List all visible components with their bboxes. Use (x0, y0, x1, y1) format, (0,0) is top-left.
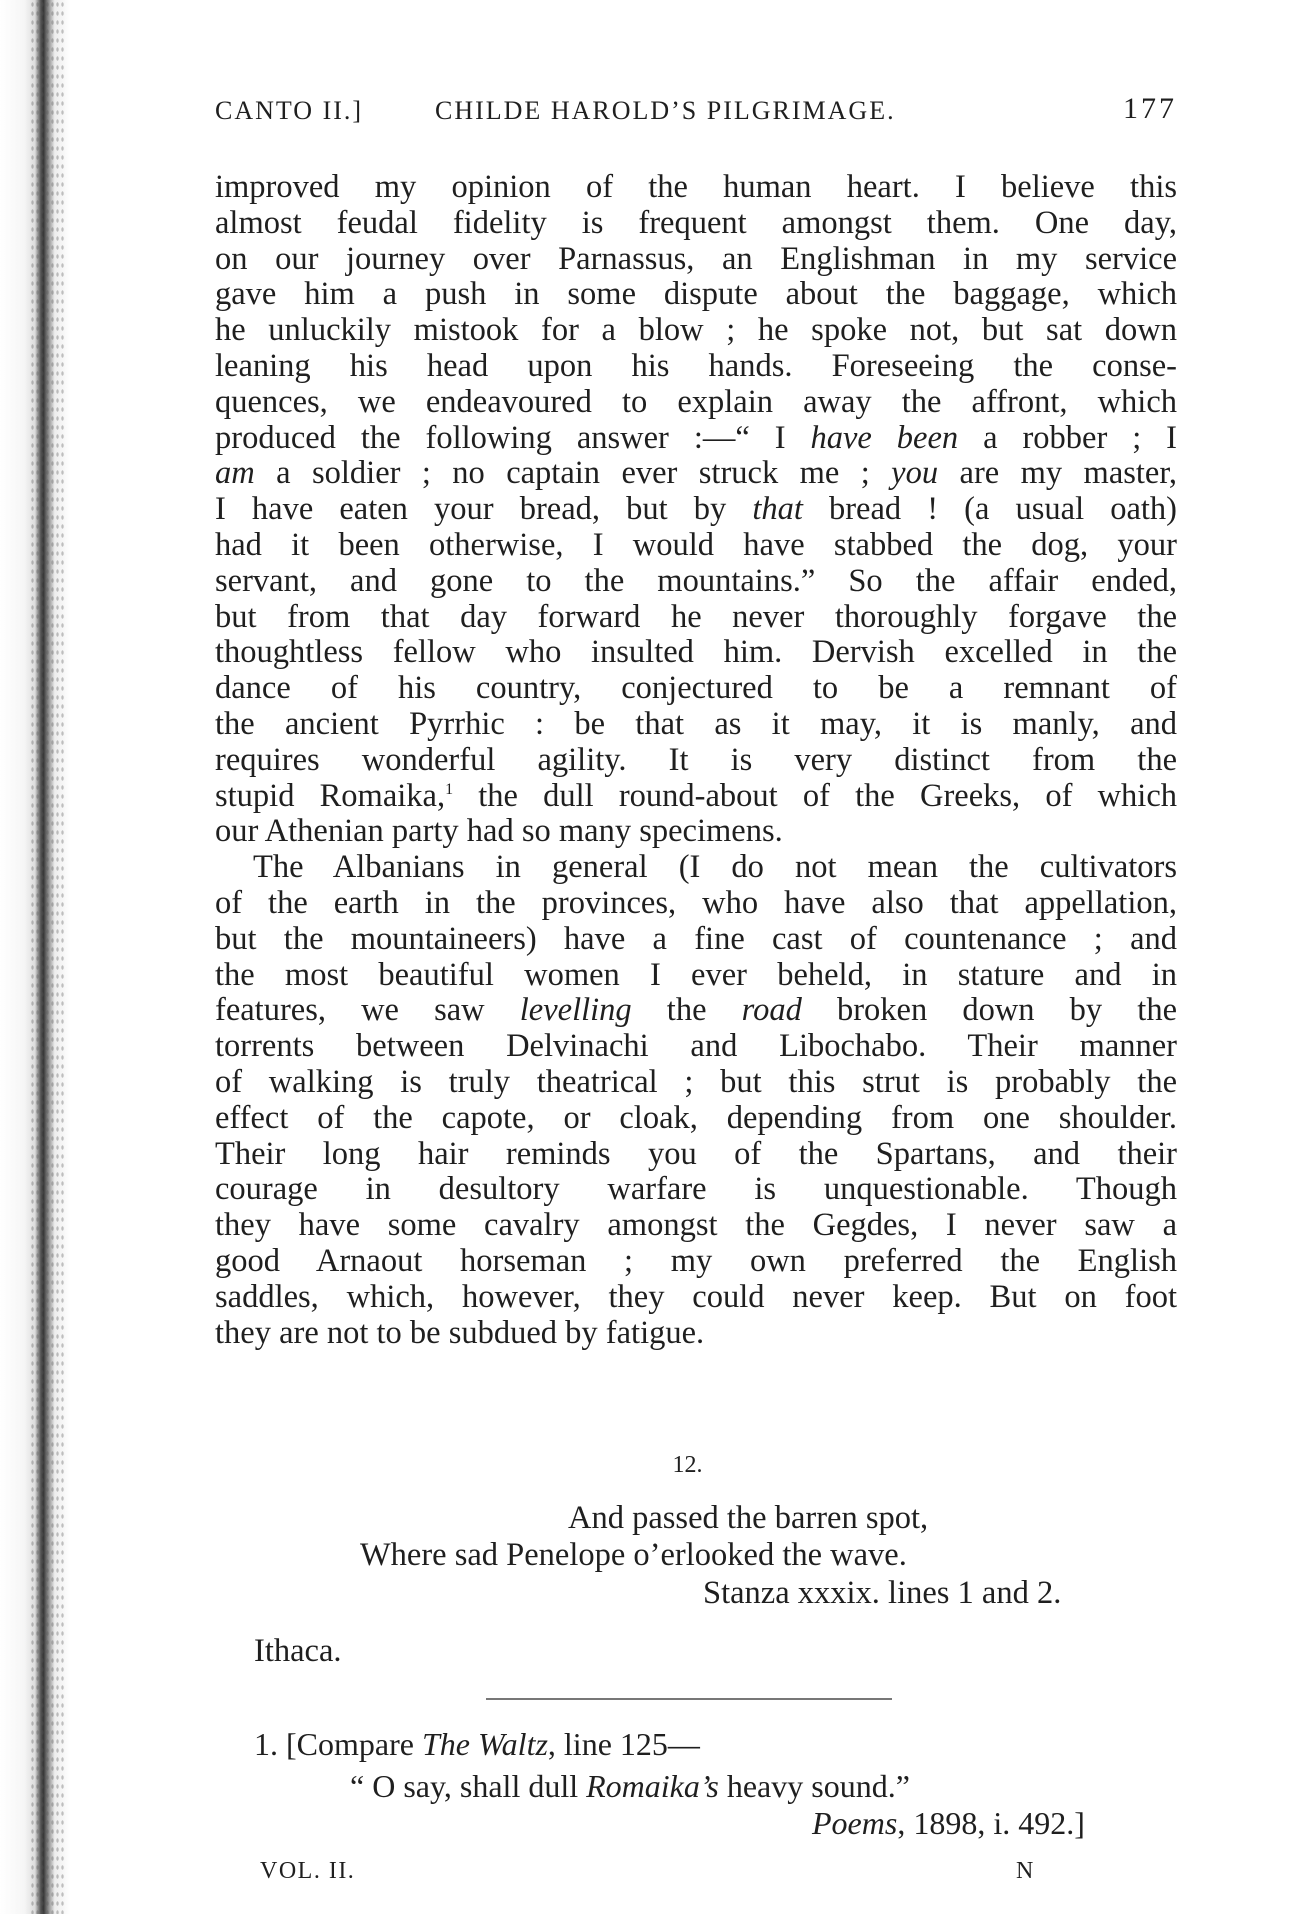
text-line (215, 886, 1177, 922)
text-run: almost feudal fidelity is frequent amongst them. One day, (215, 204, 1177, 241)
text-run: bread ! (a usual oath) (802, 491, 1177, 528)
footnote-source-rest: , 1898, i. 492.] (897, 1805, 1085, 1841)
text-run: courage in desultory warfare is unquestionable. Though (215, 1171, 1177, 1208)
text-run: he unluckily mistook for a blow ; he spoke not, but sat down (215, 312, 1177, 349)
verse-line-1: And passed the barren spot, (568, 1500, 929, 1536)
text-run: broken down by the (801, 992, 1177, 1029)
text-line (215, 1101, 1177, 1137)
text-run: features, we saw (215, 992, 520, 1029)
text-run: the (631, 992, 742, 1029)
text-run: of the earth in the provinces, who have also that appellation, (215, 884, 1177, 921)
footnote-line-1 (254, 1726, 700, 1763)
gathering-signature: N (1016, 1858, 1034, 1884)
text-run: I have eaten your bread, but by (215, 491, 753, 528)
italic-text: have been (810, 419, 959, 456)
italic-text: that (752, 491, 803, 528)
text-run: stupid Romaika, (215, 777, 446, 814)
text-run: improved my opinion of the human heart. I believe this (215, 169, 1177, 205)
canto-label: CANTO II.] (215, 96, 364, 125)
book-title: CHILDE HAROLD’S PILGRIMAGE. (435, 96, 896, 125)
italic-text: levelling (519, 992, 632, 1029)
text-line (215, 564, 1177, 600)
text-line (215, 850, 1177, 886)
text-run: requires wonderful agility. It is very distinct from the (215, 741, 1177, 778)
verse-citation: Stanza xxxix. lines 1 and 2. (703, 1575, 1062, 1611)
italic-text: am (215, 455, 255, 492)
text-run: a robber ; I (958, 419, 1178, 456)
text-run: but the mountaineers) have a fine cast of countenance ; and (215, 920, 1177, 957)
text-run: our Athenian party had so many specimens. (215, 813, 783, 850)
body-text (215, 170, 1177, 1351)
footnote-quote (350, 1768, 910, 1805)
text-line (215, 922, 1177, 958)
text-run: gave him a push in some dispute about the baggage, which (215, 276, 1177, 313)
footnote-source (812, 1805, 1085, 1842)
footnote-work-title: The Waltz (421, 1726, 548, 1762)
text-line (215, 635, 1177, 671)
text-line (215, 277, 1177, 313)
text-run: produced the following answer :—“ I (215, 419, 811, 456)
text-run: The Albanians in general (I do not mean the cultivators (253, 849, 1177, 886)
text-run: servant, and gone to the mountains.” So the affair ended, (215, 562, 1177, 599)
volume-signature: VOL. II. (260, 1858, 356, 1884)
footnote-quote-open: “ O say, shall dull (350, 1768, 587, 1804)
text-run: had it been otherwise, I would have stabbed the dog, your (215, 526, 1177, 563)
text-line (215, 1244, 1177, 1280)
text-line (215, 814, 1177, 850)
footnote-ref: 1 (445, 780, 454, 798)
italic-text: you (891, 455, 939, 492)
text-line (215, 707, 1177, 743)
place-name: Ithaca. (254, 1633, 342, 1669)
text-run: the ancient Pyrrhic : be that as it may, it is manly, and (215, 705, 1177, 742)
text-line (215, 1137, 1177, 1173)
text-run: quences, we endeavoured to explain away the affront, which (215, 383, 1177, 420)
text-line (215, 385, 1177, 421)
text-line (215, 1065, 1177, 1101)
text-line (215, 206, 1177, 242)
footnote-quote-close: heavy sound.” (718, 1768, 910, 1804)
text-run: dance of his country, conjectured to be a remnant of (215, 670, 1177, 707)
text-line (215, 958, 1177, 994)
text-run: thoughtless fellow who insulted him. Dervish excelled in the (215, 634, 1177, 671)
text-run: effect of the capote, or cloak, depending from one shoulder. (215, 1099, 1177, 1136)
text-run: the most beautiful women I ever beheld, in stature and in (215, 956, 1177, 993)
text-run: the dull round-about of the Greeks, of which (453, 777, 1177, 814)
text-run: are my master, (938, 455, 1177, 492)
text-run: they have some cavalry amongst the Gegdes, I never saw a (215, 1207, 1177, 1244)
text-line (215, 1316, 1177, 1352)
text-line (215, 743, 1177, 779)
binding-texture (30, 0, 64, 1914)
text-run: Their long hair reminds you of the Spartans, and their (215, 1135, 1177, 1172)
text-line (215, 456, 1177, 492)
footnote-marker: 1. [Compare (254, 1726, 422, 1762)
footnote-line-ref: , line 125— (547, 1726, 700, 1762)
text-line (215, 1280, 1177, 1316)
text-line (215, 1208, 1177, 1244)
footnote-divider (486, 1698, 892, 1700)
text-line (215, 349, 1177, 385)
footnote-source-title: Poems (812, 1805, 898, 1841)
text-line (215, 421, 1177, 457)
text-run: of walking is truly theatrical ; but this strut is probably the (215, 1063, 1177, 1100)
italic-text: road (741, 992, 802, 1029)
text-run: torrents between Delvinachi and Libochabo. Their manner (215, 1028, 1177, 1065)
note-number: 12. (672, 1452, 703, 1478)
text-run: but from that day forward he never thoroughly forgave the (215, 598, 1177, 635)
text-run: they are not to be subdued by fatigue. (215, 1314, 705, 1351)
text-line (215, 242, 1177, 278)
text-line (215, 1172, 1177, 1208)
text-line (215, 170, 1177, 206)
verse-line-2: Where sad Penelope o’erlooked the wave. (360, 1537, 907, 1573)
text-run: good Arnaout horseman ; my own preferred the English (215, 1242, 1177, 1279)
text-run: leaning his head upon his hands. Foreseeing the conse- (215, 347, 1177, 384)
text-run: on our journey over Parnassus, an Englishman in my service (215, 240, 1177, 277)
text-run: saddles, which, however, they could never keep. But on foot (215, 1278, 1177, 1315)
footnote-quote-italic: Romaika’s (586, 1768, 719, 1804)
text-line (215, 993, 1177, 1029)
text-line (215, 528, 1177, 564)
text-line (215, 779, 1177, 815)
text-line (215, 1029, 1177, 1065)
text-run: a soldier ; no captain ever struck me ; (254, 455, 892, 492)
page-number: 177 (1123, 92, 1177, 125)
text-line (215, 671, 1177, 707)
text-line (215, 492, 1177, 528)
text-line (215, 600, 1177, 636)
text-line (215, 313, 1177, 349)
